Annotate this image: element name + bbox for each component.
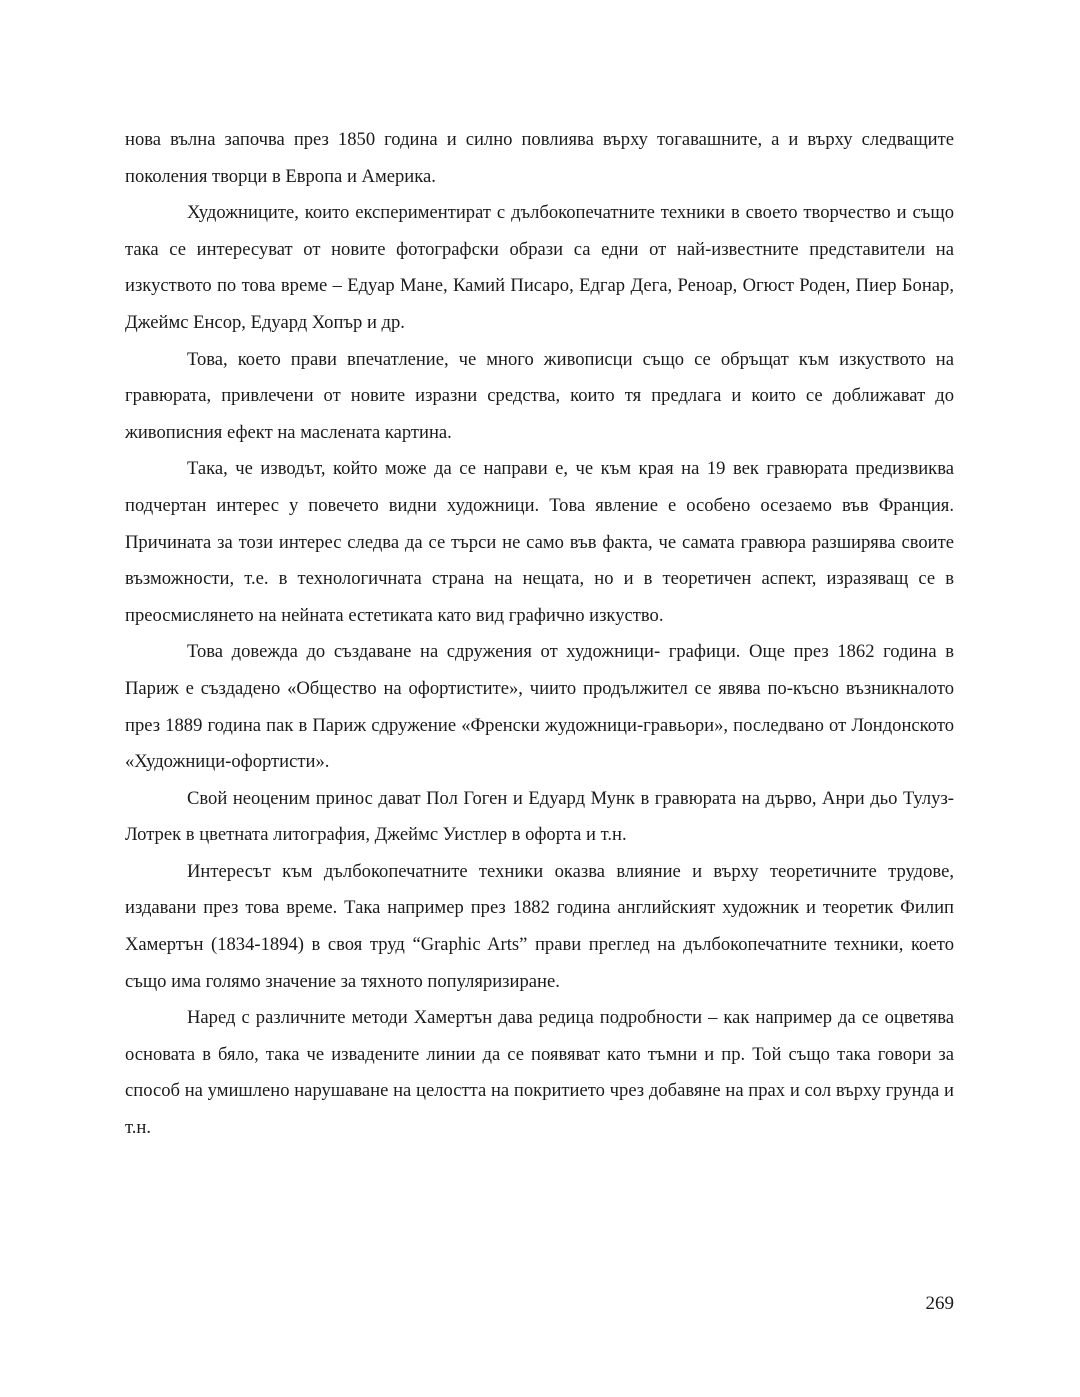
body-text [125, 122, 954, 1147]
page-number: 269 [925, 1293, 954, 1314]
paragraph-conclusion: Така, че изводът, който може да се направи е, че към края на 19 век гравюрата предизвиква подчертан интерес у повечето видни художници. Това явление е особено осезаемо във Франция. Причината за този интерес следва да се търси не само във факта, че самата гравюра разширява своите възможности, т.е. в технологичната страна на нещата, но и в теоретичен аспект, изразяващ се в преосмислянето на нейната естетиката като вид графично изкуство. [125, 458, 954, 626]
paragraph-painters: Това, което прави впечатление, че много живописци също се обръщат към изкуството на гравюрата, привлечени от новите изразни средства, които тя предлага и които се доближават до живописния ефект на маслената картина. [125, 348, 954, 443]
paragraph-theory: Интересът към дълбокопечатните техники оказва влияние и върху теоретичните трудове, издавани през това време. Така например през 1882 година английският художник и теоретик Филип Хамертън (1834-1894) в своя труд “Graphic Arts” прави преглед на дълбокопечатните техники, което също има голямо значение за тяхното популяризиране. [125, 860, 954, 992]
paragraph-artists: Художниците, които експериментират с дълбокопечатните техники в своето творчество и също така се интересуват от новите фотографски образи са едни от най-известните представители на изкуството по това време – Едуар Мане, Камий Писаро, Едгар Дега, Реноар, Огюст Роден, Пиер Бонар, Джеймс Енсор, Едуард Хопър и др. [125, 202, 954, 333]
paragraph-associations: Това довежда до създаване на сдружения от художници- графици. Още през 1862 година в Париж е създадено «Общество на офортистите», чиито продължител се явява по-късно възникналото през 1889 година пак в Париж сдружение «Френски жудожници-гравьори», последвано от Лондонското «Художници-офортисти». [125, 641, 954, 773]
paragraph-hamerton: Наред с различните методи Хамертън дава редица подробности – как например да се оцветява основата в бяло, така че извадените линии да се появяват като тъмни и пр. Той също така говори за способ на умишлено нарушаване на целостта на покритието чрез добавяне на прах и сол върху грунда и т.н. [125, 1007, 954, 1139]
paragraph-continuation: нова вълна започва през 1850 година и силно повлиява върху тогавашните, а и върху следващите поколения творци в Европа и Америка. [125, 129, 954, 187]
paragraph-contributions: Свой неоценим принос дават Пол Гоген и Едуард Мунк в гравюрата на дърво, Анри дьо Тулуз-Лотрек в цветната литография, Джеймс Уистлер в офорта и т.н. [125, 787, 954, 846]
